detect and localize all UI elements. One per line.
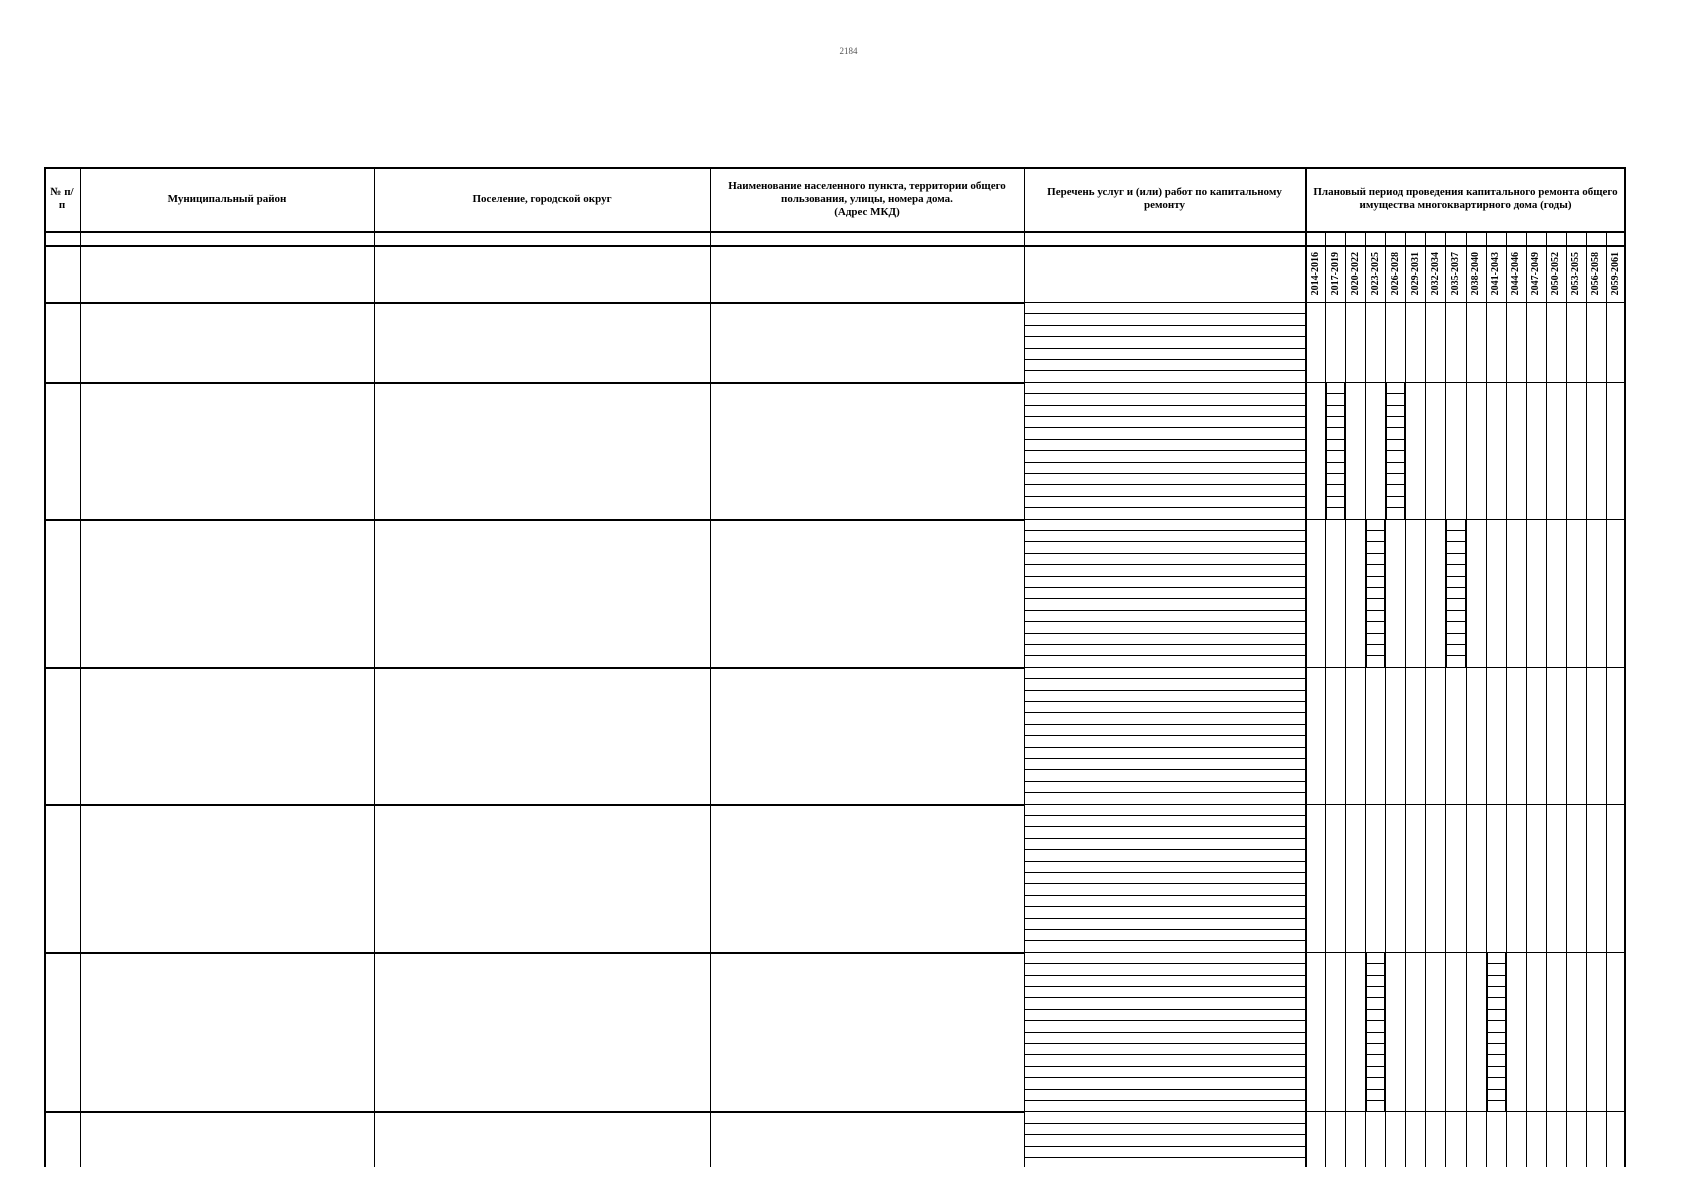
period-mark	[1445, 553, 1465, 564]
work-item	[1024, 690, 1307, 701]
period-label	[1546, 245, 1566, 302]
period-label-text: 2050-2052	[1550, 251, 1562, 296]
work-item	[1024, 918, 1307, 929]
grid-vline	[1606, 231, 1607, 1167]
period-mark	[1445, 530, 1465, 541]
column-number	[1425, 231, 1445, 245]
column-number	[44, 231, 80, 245]
grid-hline	[1305, 667, 1626, 668]
work-item	[1024, 598, 1307, 609]
work-item	[1024, 747, 1307, 758]
period-mark	[1385, 462, 1405, 473]
work-item	[1024, 929, 1307, 940]
period-mark	[1325, 427, 1345, 438]
column-number	[1606, 231, 1626, 245]
period-label-text: 2017-2019	[1329, 251, 1341, 296]
work-item	[1024, 553, 1307, 564]
period-mark	[1385, 439, 1405, 450]
period-mark	[1486, 1009, 1506, 1020]
period-label	[1526, 245, 1546, 302]
row-district	[80, 667, 374, 804]
period-label-text: 2026-2028	[1389, 251, 1401, 296]
work-item	[1024, 1100, 1307, 1111]
work-item	[1024, 1146, 1307, 1157]
work-item	[1024, 667, 1307, 678]
work-item	[1024, 758, 1307, 769]
capital-repair-table	[44, 167, 1626, 1167]
work-item	[1024, 1020, 1307, 1031]
period-mark	[1365, 610, 1385, 621]
period-label	[1566, 245, 1586, 302]
work-item	[1024, 975, 1307, 986]
grid-vline	[1325, 231, 1326, 1167]
period-mark	[1365, 576, 1385, 587]
work-item	[1024, 815, 1307, 826]
work-item	[1024, 393, 1307, 404]
period-mark	[1486, 1032, 1506, 1043]
work-item	[1024, 781, 1307, 792]
work-item	[1024, 1009, 1307, 1020]
period-mark	[1486, 1077, 1506, 1088]
column-number	[1566, 231, 1586, 245]
period-label-text: 2053-2055	[1570, 251, 1582, 296]
work-item	[1024, 986, 1307, 997]
row-district	[80, 519, 374, 667]
period-label	[1445, 245, 1465, 302]
work-item	[1024, 336, 1307, 347]
work-item	[1024, 906, 1307, 917]
work-item	[1024, 838, 1307, 849]
work-item	[1024, 564, 1307, 575]
period-mark	[1486, 1054, 1506, 1065]
period-label-text: 2029-2031	[1409, 251, 1421, 296]
period-label	[1586, 245, 1606, 302]
period-label-text: 2038-2040	[1470, 251, 1482, 296]
work-item	[1024, 701, 1307, 712]
period-mark	[1385, 496, 1405, 507]
period-mark	[1365, 997, 1385, 1008]
period-label-text: 2035-2037	[1449, 251, 1461, 296]
period-mark	[1385, 507, 1405, 518]
work-item	[1024, 302, 1307, 313]
column-number	[1345, 231, 1365, 245]
work-item	[1024, 655, 1307, 666]
period-mark	[1486, 975, 1506, 986]
period-mark	[1365, 587, 1385, 598]
work-item	[1024, 678, 1307, 689]
period-label	[1506, 245, 1526, 302]
row-district	[80, 952, 374, 1112]
work-item	[1024, 405, 1307, 416]
period-mark	[1385, 416, 1405, 427]
grid-hline	[1305, 804, 1626, 805]
period-label	[1305, 245, 1325, 302]
period-mark	[1445, 610, 1465, 621]
row-number	[44, 519, 80, 667]
header-works: Перечень услуг и (или) работ по капитальному ремонту	[1047, 186, 1282, 211]
work-item	[1024, 1054, 1307, 1065]
row-address	[710, 952, 1024, 1112]
work-item	[1024, 382, 1307, 393]
column-number	[1405, 231, 1425, 245]
period-mark	[1486, 986, 1506, 997]
work-item	[1024, 416, 1307, 427]
period-mark	[1486, 1066, 1506, 1077]
column-number	[1325, 231, 1345, 245]
row-number	[44, 302, 80, 382]
work-item	[1024, 519, 1307, 530]
work-item	[1024, 313, 1307, 324]
work-item	[1024, 1089, 1307, 1100]
work-item	[1024, 940, 1307, 951]
column-number	[1486, 231, 1506, 245]
grid-hline	[1305, 382, 1626, 383]
column-number	[1466, 231, 1486, 245]
row-number	[44, 804, 80, 952]
work-item	[1024, 1123, 1307, 1134]
work-item	[1024, 496, 1307, 507]
column-number	[1526, 231, 1546, 245]
period-label-text: 2056-2058	[1590, 251, 1602, 296]
work-item	[1024, 826, 1307, 837]
grid-vline	[1566, 231, 1567, 1167]
period-label	[1606, 245, 1626, 302]
work-item	[1024, 439, 1307, 450]
column-number	[1365, 231, 1385, 245]
period-label-text: 2020-2022	[1349, 251, 1361, 296]
row-address	[710, 667, 1024, 804]
work-item	[1024, 1157, 1307, 1167]
work-item	[1024, 883, 1307, 894]
period-mark	[1365, 1043, 1385, 1054]
grid-vline	[1526, 231, 1527, 1167]
header-district: Муниципальный район	[167, 192, 287, 205]
work-item	[1024, 1032, 1307, 1043]
period-mark	[1345, 302, 1365, 313]
period-label	[1405, 245, 1425, 302]
grid-vline	[1546, 231, 1547, 1167]
period-label	[1365, 245, 1385, 302]
grid-hline	[1305, 952, 1626, 953]
period-mark	[1486, 1100, 1506, 1111]
column-number	[1385, 231, 1405, 245]
row-settlement	[374, 302, 710, 382]
row-settlement	[374, 382, 710, 519]
period-mark	[1486, 872, 1506, 883]
work-item	[1024, 1077, 1307, 1088]
work-item	[1024, 610, 1307, 621]
row-number	[44, 382, 80, 519]
period-cell-box	[1366, 1100, 1385, 1112]
period-label	[1466, 245, 1486, 302]
grid-vline	[1445, 231, 1446, 1167]
column-number	[374, 231, 710, 245]
work-item	[1024, 507, 1307, 518]
period-label	[1486, 245, 1506, 302]
grid-hline	[1305, 1111, 1626, 1112]
column-number	[1305, 231, 1325, 245]
page-number: 2184	[839, 46, 858, 56]
row-address	[710, 519, 1024, 667]
work-item	[1024, 1111, 1307, 1122]
row-settlement	[374, 519, 710, 667]
grid-vline	[1385, 231, 1386, 1167]
period-mark	[1385, 450, 1405, 461]
work-item	[1024, 359, 1307, 370]
period-mark	[1445, 598, 1465, 609]
row-district	[80, 302, 374, 382]
period-mark	[1486, 963, 1506, 974]
row-district	[80, 382, 374, 519]
period-mark	[1385, 382, 1405, 393]
period-label-text: 2023-2025	[1369, 251, 1381, 296]
work-item	[1024, 1134, 1307, 1145]
period-mark	[1445, 655, 1465, 666]
grid-vline	[1345, 231, 1346, 1167]
work-item	[1024, 963, 1307, 974]
column-number	[1506, 231, 1526, 245]
work-item	[1024, 804, 1307, 815]
column-number	[1024, 231, 1305, 245]
column-number	[1445, 231, 1465, 245]
grid-vline	[1586, 231, 1587, 1167]
period-label-text: 2032-2034	[1429, 251, 1441, 296]
period-label-text: 2047-2049	[1530, 251, 1542, 296]
period-mark	[1486, 1089, 1506, 1100]
row-settlement	[374, 952, 710, 1112]
grid-vline	[1506, 231, 1507, 1167]
work-item	[1024, 735, 1307, 746]
work-item	[1024, 348, 1307, 359]
period-label-text: 2044-2046	[1510, 251, 1522, 296]
period-mark	[1486, 1020, 1506, 1031]
period-label	[1425, 245, 1445, 302]
period-mark	[1445, 644, 1465, 655]
row-number	[44, 952, 80, 1112]
row-address	[710, 382, 1024, 519]
work-item	[1024, 872, 1307, 883]
work-item	[1024, 633, 1307, 644]
work-item	[1024, 325, 1307, 336]
period-mark	[1385, 473, 1405, 484]
period-label	[1345, 245, 1365, 302]
period-label-text: 2041-2043	[1490, 251, 1502, 296]
period-mark	[1365, 975, 1385, 986]
work-item	[1024, 450, 1307, 461]
row-address	[710, 302, 1024, 382]
work-item	[1024, 541, 1307, 552]
work-item	[1024, 997, 1307, 1008]
work-item	[1024, 530, 1307, 541]
work-item	[1024, 724, 1307, 735]
period-mark	[1445, 621, 1465, 632]
work-item	[1024, 576, 1307, 587]
row-settlement	[374, 804, 710, 952]
period-mark	[1445, 519, 1465, 530]
period-mark	[1325, 462, 1345, 473]
work-item	[1024, 370, 1307, 381]
grid-hline	[44, 1111, 1024, 1113]
period-mark	[1385, 405, 1405, 416]
work-item	[1024, 1066, 1307, 1077]
work-item	[1024, 462, 1307, 473]
grid-hline	[1305, 519, 1626, 520]
work-item	[1024, 849, 1307, 860]
grid-vline	[1425, 231, 1426, 1167]
period-label	[1325, 245, 1345, 302]
work-item	[1024, 587, 1307, 598]
header-address: Наименование населенного пункта, территории общего пользования, улицы, номера дома. (Адрес МКД)	[728, 179, 1006, 218]
period-label-text: 2059-2061	[1610, 251, 1622, 296]
header-num: № п/п	[50, 186, 74, 211]
period-cell-box	[1326, 507, 1345, 519]
period-mark	[1486, 952, 1506, 963]
work-item	[1024, 952, 1307, 963]
work-item	[1024, 861, 1307, 872]
work-item	[1024, 621, 1307, 632]
work-item	[1024, 427, 1307, 438]
work-item	[1024, 1043, 1307, 1054]
header-period: Плановый период проведения капитального ремонта общего имущества многоквартирного дома (годы)	[1313, 186, 1618, 211]
column-number	[1546, 231, 1566, 245]
work-item	[1024, 473, 1307, 484]
period-mark	[1445, 541, 1465, 552]
period-mark	[1445, 633, 1465, 644]
work-item	[1024, 769, 1307, 780]
header-settlement: Поселение, городской округ	[472, 192, 612, 205]
column-number	[80, 231, 374, 245]
work-item	[1024, 895, 1307, 906]
period-mark	[1385, 484, 1405, 495]
period-label	[1385, 245, 1405, 302]
column-number	[1586, 231, 1606, 245]
work-item	[1024, 792, 1307, 803]
grid-vline	[1466, 231, 1467, 1167]
row-number	[44, 667, 80, 804]
work-item	[1024, 644, 1307, 655]
work-item	[1024, 712, 1307, 723]
period-label-text: 2014-2016	[1309, 251, 1321, 296]
period-cell-box	[1366, 655, 1385, 667]
period-mark	[1486, 997, 1506, 1008]
period-mark	[1445, 564, 1465, 575]
work-item	[1024, 484, 1307, 495]
row-district	[80, 804, 374, 952]
period-mark	[1445, 730, 1465, 741]
row-settlement	[374, 667, 710, 804]
period-mark	[1385, 393, 1405, 404]
row-address	[710, 804, 1024, 952]
column-number	[710, 231, 1024, 245]
grid-vline	[1405, 231, 1406, 1167]
